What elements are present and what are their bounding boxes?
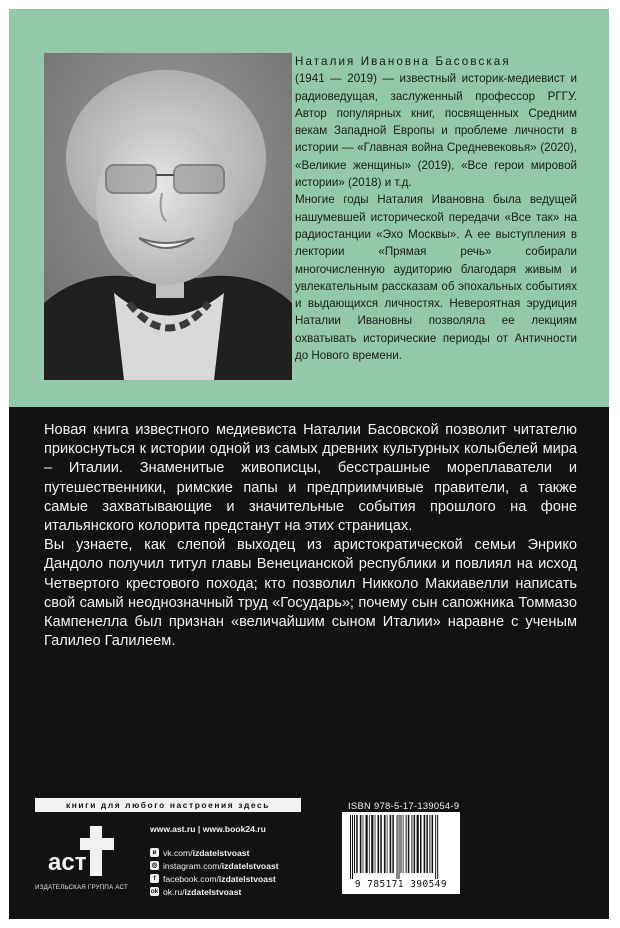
social-links [150,846,279,898]
author-photo [44,53,292,380]
barcode-bar [390,815,392,873]
barcode-bar [366,815,368,873]
barcode-bar [387,815,388,873]
publisher-websites[interactable]: www.ast.ru | www.book24.ru [150,824,266,834]
barcode-bar [352,815,353,879]
description-paragraph-1: Новая книга известного медиевиста Наталии Басовской позволит читателю прикоснуться к истории одной из самых древних культурных колыбелей мира – Италии. Знаменитые живописцы, бесстрашные мореплаватели и путешественники, римские папы и предприимчивые правители, а также самые захватывающие и значительные события прошлого на фоне итальянского колорита предстанут на этих страницах. [44,422,577,535]
ast-logo [46,822,124,878]
barcode-bar [417,815,419,873]
author-panel [9,9,609,407]
vk-icon: в [150,848,159,857]
odnoklassniki-icon: ok [150,888,159,895]
social-link-facebook[interactable]: f facebook.com/ izdatelstvoast [150,872,279,885]
barcode-bar [432,815,434,873]
barcode-bar [363,815,364,873]
barcode-bar [401,815,402,873]
description-paragraph-2: Вы узнаете, как слепой выходец из аристократической семьи Энрико Дандоло получил титул главы Венецианской республики и повлиял на исход Четвертого крестового похода; кто позволил Никколо Макиавелли написать свой самый неоднозначный труд «Государь»; почему сын сапожника Томмазо Кампенелла был признан «величайшим сыном Италии» наравне с ученым Галилео Галилеем. [44,537,577,650]
book-description [44,421,577,651]
barcode-bar [371,815,373,873]
barcode-bar [403,815,404,873]
barcode-bar [411,815,412,873]
barcode-bar [397,815,398,879]
barcode-bar [369,815,370,873]
barcode-bar [384,815,386,873]
social-link-vk[interactable]: в vk.com/ izdatelstvoast [150,846,279,859]
barcode-bar [392,815,394,873]
author-bio [295,53,577,364]
barcode-bar [406,815,407,873]
facebook-icon: f [150,874,159,883]
author-bio-paragraph-2: Многие годы Наталия Ивановна была ведущей нашумевшей исторической передачи «Все так» на радиостанции «Эхо Москвы». А ее выступления в лектории «Прямая речь» собирали многочисленную аудиторию благодаря живым и увлекательным рассказам об эпохальных событиях и выдающихся личностях. Невероятная эрудиция Наталии Ивановны позволяла ее лекциям охватывать исторические периоды от Античности до Нового времени. [295,193,577,363]
social-link-odnoklassniki[interactable]: ok ok.ru/ izdatelstvoast [150,886,242,897]
barcode-bar [424,815,426,873]
barcode-bar [426,815,428,873]
barcode [342,812,460,894]
barcode-bar [380,815,382,873]
ast-logo-text: аст [48,849,87,876]
barcode-bar [435,815,436,879]
barcode-bar [420,815,422,873]
barcode-bar [354,815,355,873]
barcode-bar [356,815,358,873]
barcode-bar [350,815,351,879]
barcode-bar [414,815,416,873]
barcode-bar [437,815,438,879]
barcode-bar [375,815,376,873]
author-name: Наталия Ивановна Басовская [295,55,511,68]
barcode-bar [408,815,410,873]
instagram-icon: ◎ [151,862,158,869]
book-back-cover [9,9,609,919]
barcode-bar [399,815,400,879]
barcode-bars [348,815,454,879]
barcode-bar [360,815,362,873]
barcode-digits: 9 785171 390549 [354,879,448,890]
author-bio-paragraph-1: (1941 — 2019) — известный историк-медиевист и радиоведущая, заслуженный профессор РГГУ. Автор популярных книг, посвященных Средним векам Западной Европы и проблеме личности в истории — «Главная война Средневековья» (2020), «Великие женщины» (2019), «Все герои мировой истории» (2018) и т.д. [295,72,577,190]
slogan-banner: книги для любого настроения здесь [35,798,301,812]
isbn-number: ISBN 978-5-17-139054-9 [348,800,460,811]
social-link-instagram[interactable]: ◎ instagram.com/ izdatelstvoast [151,860,279,871]
barcode-bar [378,815,380,873]
publisher-label: ИЗДАТЕЛЬСКАЯ ГРУППА АСТ [35,884,128,891]
barcode-bar [429,815,430,873]
